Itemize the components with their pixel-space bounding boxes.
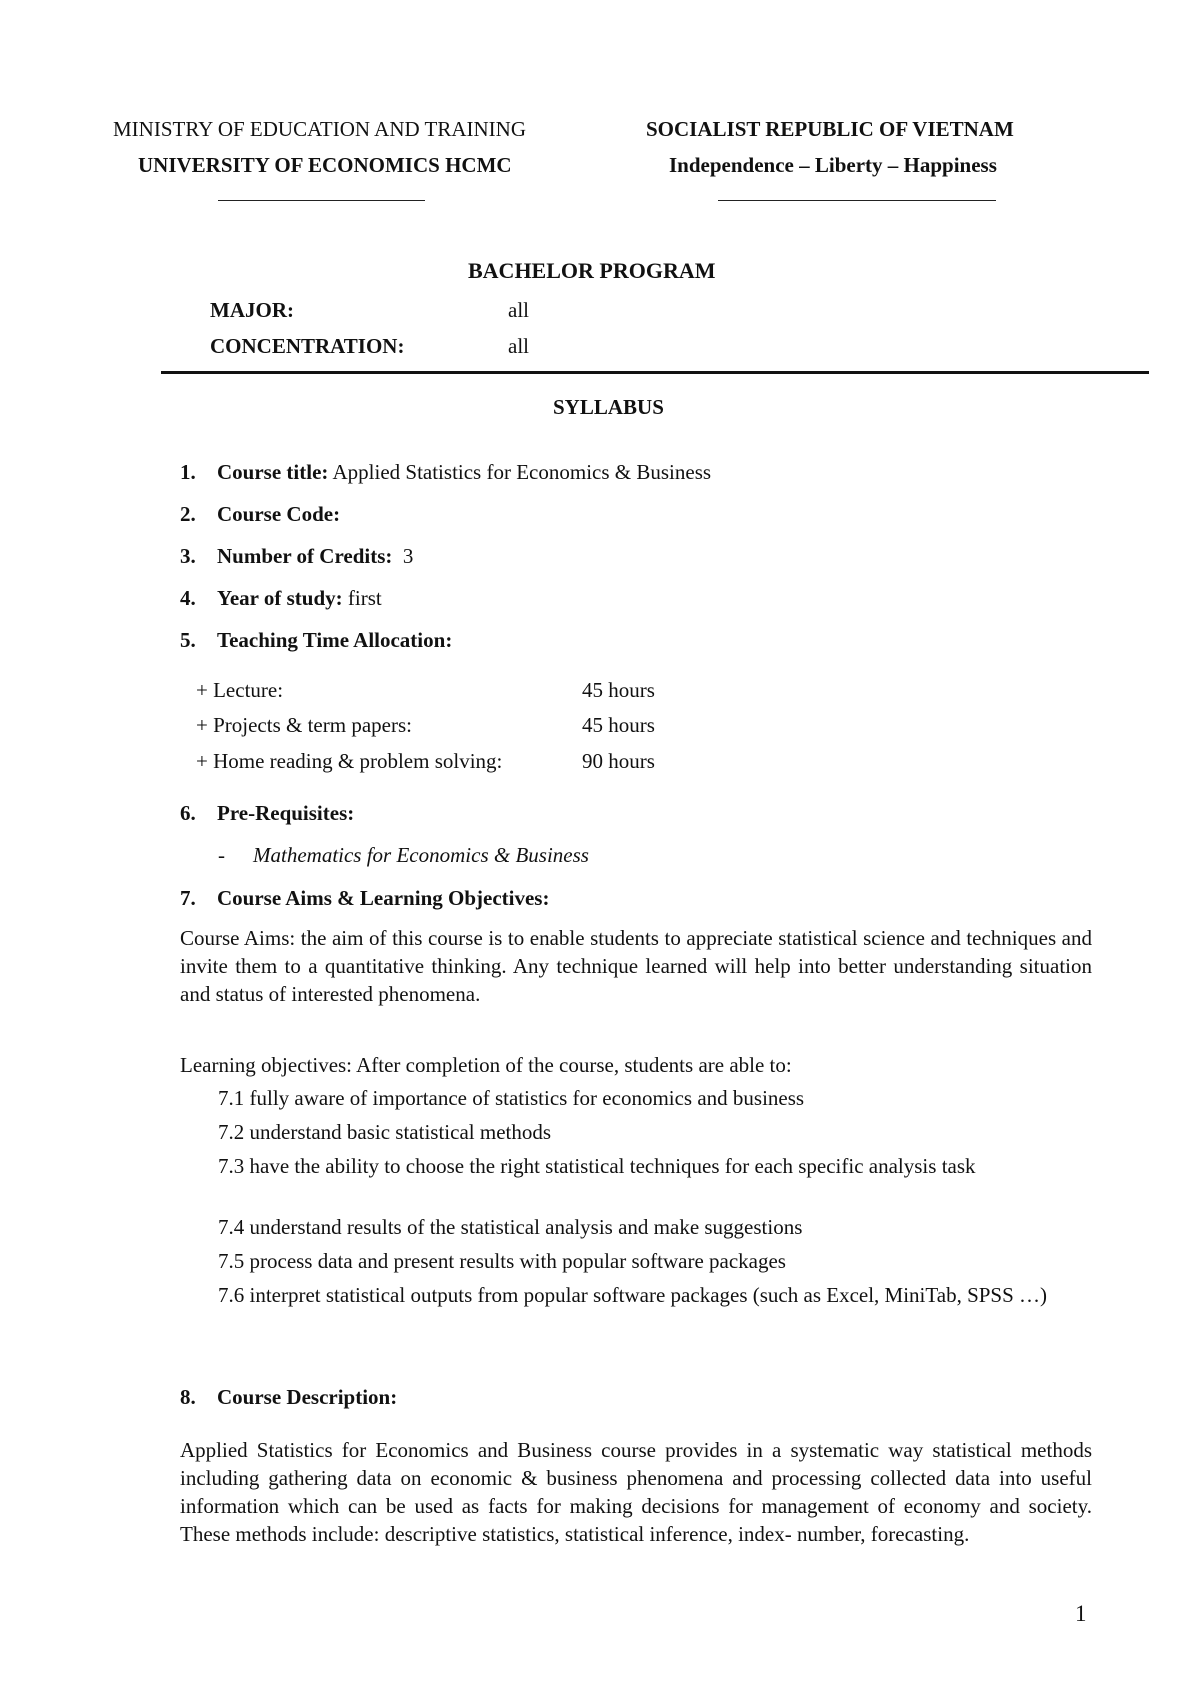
page-number: 1 (1075, 1601, 1087, 1626)
objectives-intro: Learning objectives: After completion of the course, students are able to: (180, 1053, 792, 1077)
right-header-rule (718, 200, 996, 201)
ministry-line: MINISTRY OF EDUCATION AND TRAINING (113, 117, 527, 141)
objective-item: 7.4 understand results of the statistical analysis and make suggestions (218, 1215, 803, 1239)
program-title: BACHELOR PROGRAM (468, 258, 716, 283)
major-value: all (508, 298, 529, 322)
objective-item: 7.2 understand basic statistical methods (218, 1120, 552, 1144)
item-label: Course Aims & Learning Objectives: (217, 886, 550, 910)
item-label: Pre-Requisites: (217, 801, 355, 825)
item-number: 2. (180, 502, 196, 526)
item-number: 4. (180, 586, 196, 610)
university-line: UNIVERSITY OF ECONOMICS HCMC (138, 153, 512, 177)
allocation-reading-label: + Home reading & problem solving: (196, 749, 503, 773)
item-label: Course Description: (217, 1385, 398, 1409)
item-number: 7. (180, 886, 196, 910)
prereq-dash: - (218, 843, 225, 867)
allocation-lecture-label: + Lecture: (196, 678, 284, 702)
description-paragraph: Applied Statistics for Economics and Business course provides in a systematic way statistical methods including gathering data on economic & business phenomena and processing collected data into useful information which can be used as facts for making decisions for management of economy and society. These methods include: descriptive statistics, statistical inference, index- number, forecasting. (180, 1438, 1092, 1546)
item-credits (180, 543, 413, 569)
item-description (180, 1384, 397, 1410)
item-number: 1. (180, 460, 196, 484)
syllabus-title: SYLLABUS (553, 395, 664, 419)
concentration-label: CONCENTRATION: (210, 334, 405, 358)
item-label: Number of Credits: (217, 544, 393, 568)
item-time-allocation (180, 627, 452, 653)
major-label: MAJOR: (210, 298, 294, 322)
item-value: first (347, 586, 382, 610)
objective-item: 7.5 process data and present results with popular software packages (218, 1249, 786, 1273)
item-number: 6. (180, 801, 196, 825)
item-label: Course title: (217, 460, 329, 484)
item-number: 5. (180, 628, 196, 652)
allocation-reading-hours: 90 hours (582, 749, 655, 773)
item-number: 3. (180, 544, 196, 568)
item-number: 8. (180, 1385, 196, 1409)
objective-item: 7.1 fully aware of importance of statistics for economics and business (218, 1086, 805, 1110)
republic-line: SOCIALIST REPUBLIC OF VIETNAM (646, 117, 1014, 141)
motto-line: Independence – Liberty – Happiness (669, 153, 997, 177)
item-course-title (180, 459, 711, 485)
concentration-value: all (508, 334, 529, 358)
item-course-code (180, 501, 340, 527)
item-label: Teaching Time Allocation: (217, 628, 453, 652)
item-year (180, 585, 382, 611)
section-divider (161, 371, 1149, 374)
objective-item: 7.6 interpret statistical outputs from popular software packages (such as Excel, MiniTab, SPSS …) (218, 1283, 1048, 1307)
allocation-lecture-hours: 45 hours (582, 678, 655, 702)
left-header-rule (218, 200, 425, 201)
item-label: Course Code: (217, 502, 341, 526)
item-value: 3 (402, 544, 414, 568)
item-label: Year of study: (217, 586, 343, 610)
item-value: Applied Statistics for Economics & Business (332, 460, 712, 484)
prereq-item: Mathematics for Economics & Business (253, 843, 589, 867)
allocation-projects-hours: 45 hours (582, 713, 655, 737)
item-aims (180, 885, 549, 911)
allocation-projects-label: + Projects & term papers: (196, 713, 412, 737)
item-prerequisites (180, 800, 354, 826)
objective-item: 7.3 have the ability to choose the right statistical techniques for each specific analysis task (218, 1154, 976, 1178)
aims-paragraph: Course Aims: the aim of this course is to enable students to appreciate statistical science and techniques and invite them to a quantitative thinking. Any technique learned will help into better understanding situation and status of interested phenomena. (180, 926, 1092, 1006)
